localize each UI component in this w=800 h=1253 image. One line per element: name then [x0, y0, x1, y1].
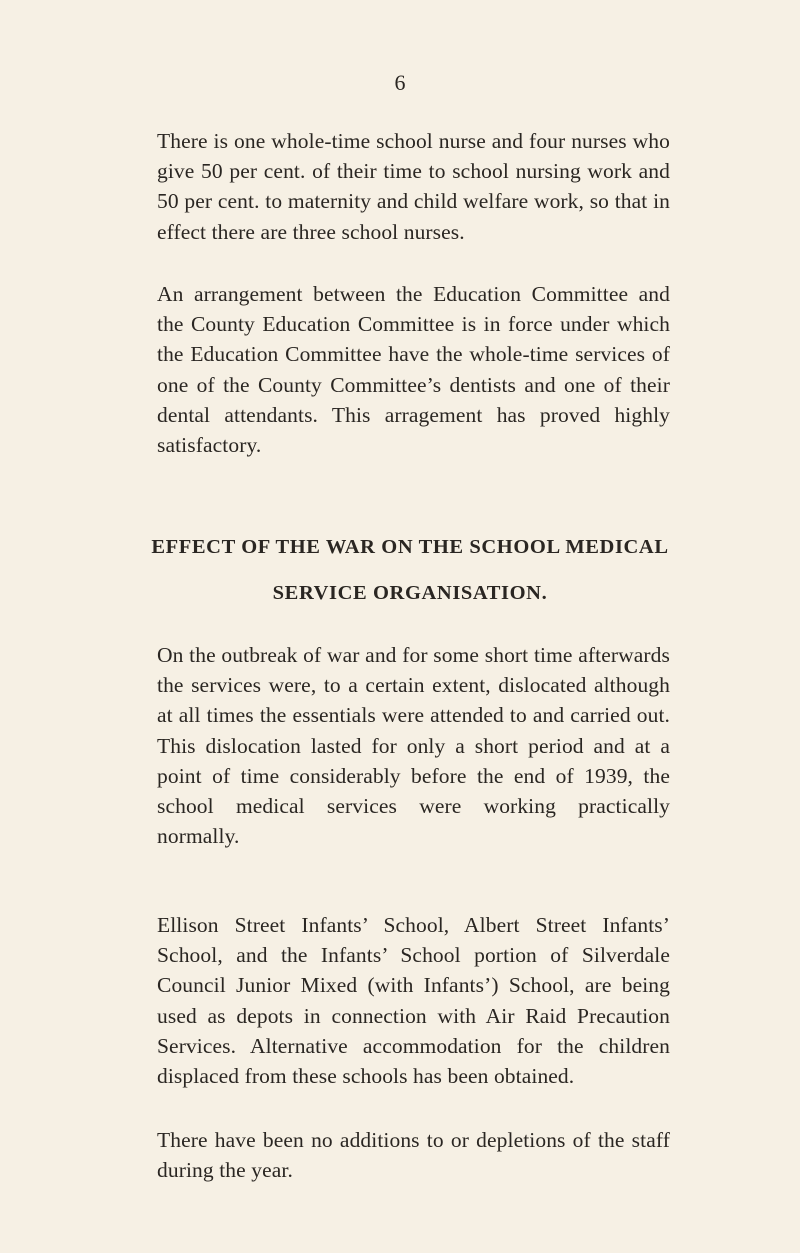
- page-number: 6: [394, 70, 406, 95]
- section-heading-line-2: SERVICE ORGANISATION.: [272, 582, 548, 604]
- paragraph-dental-arrangement: An arrangement between the Education Committee and the County Education Committee is in force under which the Education Committee have the whole-time services of one of the County Committee’s dentists and one of their dental attendants. This arragement has proved highly satisfactory.: [157, 282, 670, 458]
- paragraph-school-depots: Ellison Street Infants’ School, Albert Street Infants’ School, and the Infants’ School portion of Silverdale Council Junior Mixed (with Infants’) School, are being used as depots in connection with Air Raid Precaution Services. Alternative accommodation for the children displaced from these schools has been obtained.: [157, 913, 670, 1089]
- paragraph-staff-changes: There have been no additions to or depletions of the staff during the year.: [157, 1128, 670, 1183]
- paragraph-school-nurses: There is one whole-time school nurse and four nurses who give 50 per cent. of their time to school nursing work and 50 per cent. to maternity and child welfare work, so that in effect there are three school nurses.: [157, 129, 670, 244]
- paragraph-war-outbreak: On the outbreak of war and for some short time afterwards the services were, to a certain extent, dislocated although at all times the essentials were attended to and carried out. This dislocation lasted for only a short period and at a point of time considerably before the end of 1939, the school medical services were working practically normally.: [157, 643, 670, 849]
- section-heading-line-1: EFFECT OF THE WAR ON THE SCHOOL MEDICAL: [151, 536, 669, 558]
